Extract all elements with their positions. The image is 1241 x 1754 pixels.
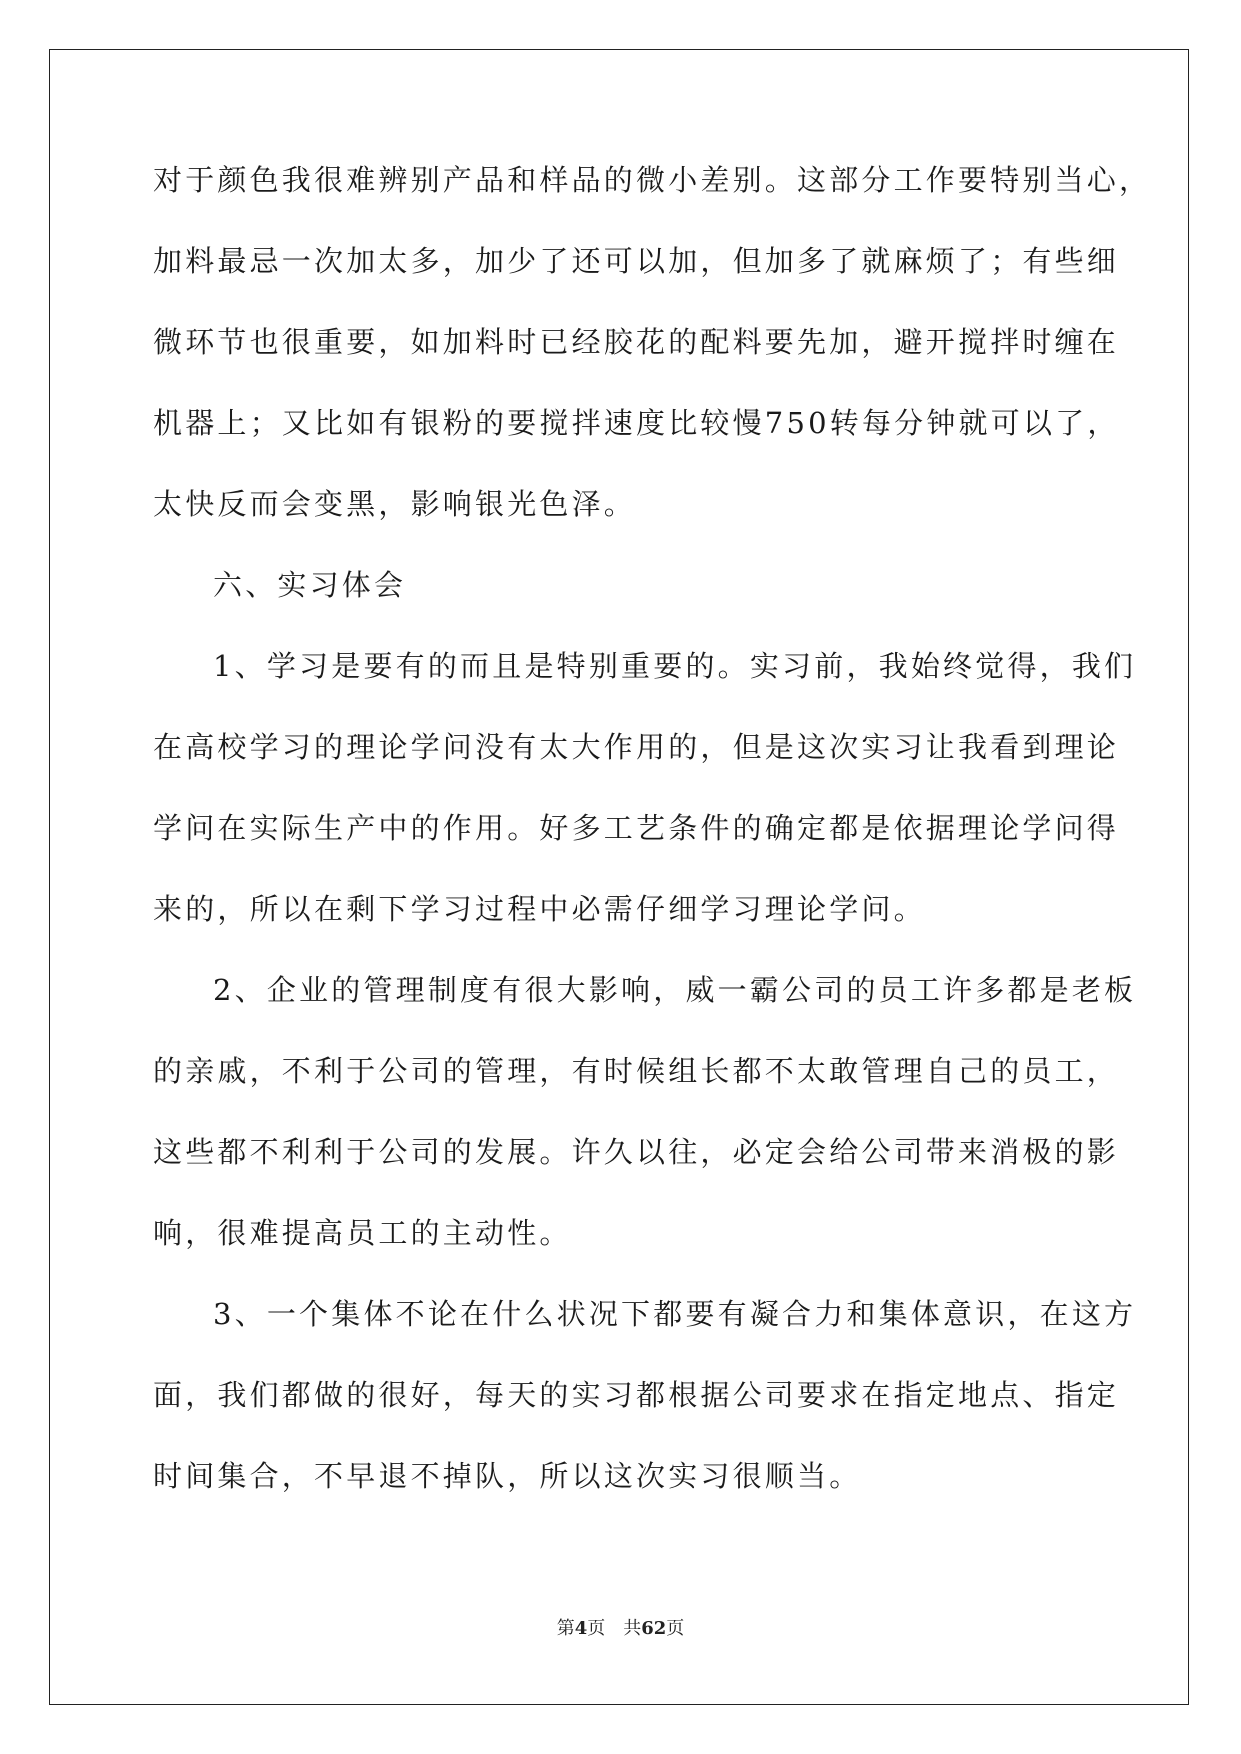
text-line: 加料最忌一次加太多，加少了还可以加，但加多了就麻烦了；有些细 xyxy=(153,244,1120,278)
text-line: 对于颜色我很难辨别产品和样品的微小差别。这部分工作要特别当心， xyxy=(153,163,1152,197)
paragraph-2-start: 2、企业的管理制度有很大影响，威一霸公司的员工许多都是老板 xyxy=(213,973,1137,1007)
total-suffix: 页 xyxy=(666,1618,685,1639)
text-line: 学问在实际生产中的作用。好多工艺条件的确定都是依据理论学问得 xyxy=(153,811,1120,845)
text-line: 微环节也很重要，如加料时已经胶花的配料要先加，避开搅拌时缠在 xyxy=(153,325,1120,359)
text-line: 这些都不利利于公司的发展。许久以往，必定会给公司带来消极的影 xyxy=(153,1135,1120,1169)
text-line: 在高校学习的理论学问没有太大作用的，但是这次实习让我看到理论 xyxy=(153,730,1120,764)
body-text xyxy=(153,160,1152,1537)
page-number: 4 xyxy=(574,1618,588,1639)
text-line: 的亲戚，不利于公司的管理，有时候组长都不太敢管理自己的员工， xyxy=(153,1054,1120,1088)
paragraph-3-start: 3、一个集体不论在什么状况下都要有凝合力和集体意识，在这方 xyxy=(213,1297,1137,1331)
section-heading: 六、实习体会 xyxy=(213,568,407,602)
text-line: 机器上；又比如有银粉的要搅拌速度比较慢750转每分钟就可以了， xyxy=(153,406,1120,440)
text-line: 面，我们都做的很好，每天的实习都根据公司要求在指定地点、指定 xyxy=(153,1378,1120,1412)
page-suffix: 页 xyxy=(587,1618,606,1639)
page-prefix: 第 xyxy=(556,1618,575,1639)
page-footer xyxy=(0,1614,1241,1640)
total-prefix: 共 xyxy=(623,1618,642,1639)
paragraph-1-start: 1、学习是要有的而且是特别重要的。实习前，我始终觉得，我们 xyxy=(213,649,1137,683)
text-line: 响，很难提高员工的主动性。 xyxy=(153,1216,572,1250)
text-line: 太快反而会变黑，影响银光色泽。 xyxy=(153,487,637,521)
text-line: 时间集合，不早退不掉队，所以这次实习很顺当。 xyxy=(153,1459,862,1493)
text-line: 来的，所以在剩下学习过程中必需仔细学习理论学问。 xyxy=(153,892,926,926)
total-pages: 62 xyxy=(641,1618,667,1639)
